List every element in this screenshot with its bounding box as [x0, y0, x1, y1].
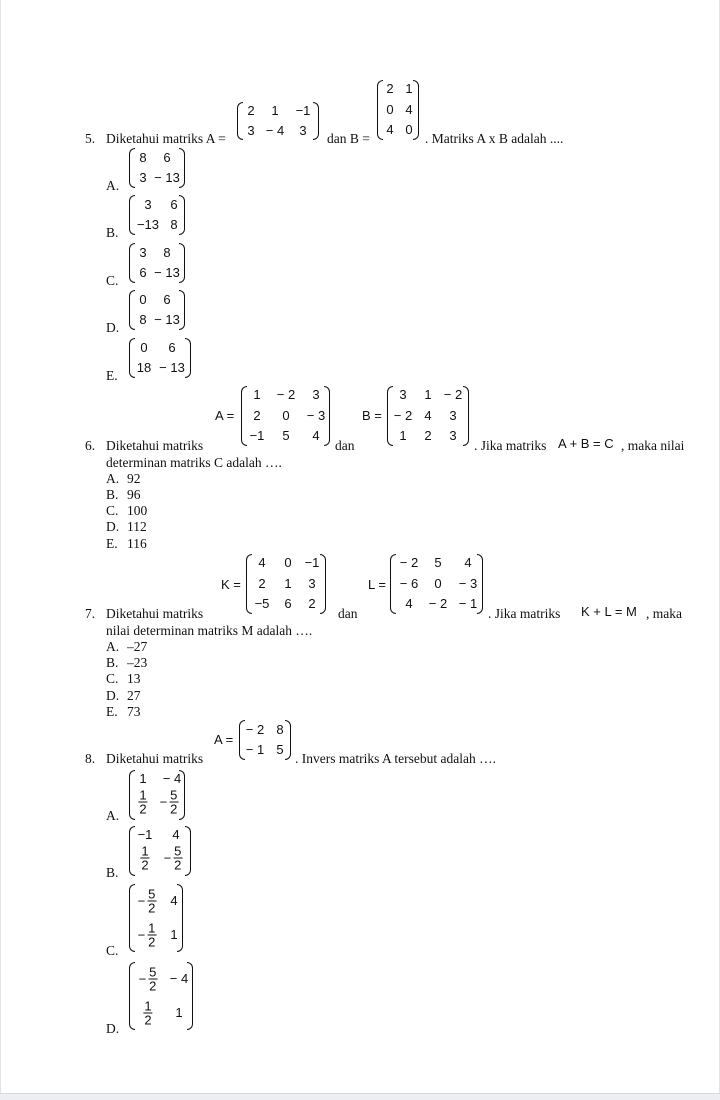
option-letter: D.: [106, 320, 120, 335]
option-value: 13: [127, 671, 141, 686]
option-a-matrix: [129, 148, 185, 188]
matrix-cell: 5: [276, 742, 284, 757]
matrix-label: A =: [215, 408, 235, 423]
option-letter: B.: [106, 865, 119, 880]
question-text: dan: [335, 438, 355, 453]
option-value: 112: [127, 519, 147, 534]
matrix-cell: −1: [137, 827, 153, 842]
option-letter: C.: [106, 273, 119, 288]
matrix-cell: 0: [405, 122, 413, 137]
option-c-matrix: [129, 243, 185, 283]
matrix-cell: 2: [386, 81, 394, 96]
question-text-line2: determinan matriks C adalah ….: [106, 455, 282, 470]
matrix-cell: − 3: [458, 576, 478, 591]
matrix-cell: 0: [284, 555, 292, 570]
matrix-cell: 1: [271, 103, 279, 118]
option-b-matrix: [129, 826, 191, 876]
matrix-cell: 8: [276, 722, 284, 737]
matrix-cell: − 2: [399, 555, 419, 570]
option-value: 100: [127, 503, 148, 518]
matrix-cell: 2: [424, 428, 432, 443]
question-text: Diketahui matriks A =: [106, 131, 226, 146]
option-value: 73: [127, 704, 141, 719]
matrix-cell: 6: [168, 340, 176, 355]
option-letter: A.: [106, 639, 120, 654]
option-letter: C.: [106, 503, 119, 518]
matrix-cell: 4: [424, 408, 432, 423]
option-value: 27: [127, 688, 141, 703]
matrix-cell: 6: [170, 197, 178, 212]
question-text: , maka nilai: [621, 438, 685, 453]
matrix-b: [377, 80, 419, 140]
matrix-cell: 5: [434, 555, 442, 570]
matrix-cell: − 13: [154, 265, 180, 280]
question-text: . Matriks A x B adalah ....: [425, 131, 564, 146]
option-c-matrix: [129, 884, 183, 952]
matrix-cell: 4: [258, 555, 266, 570]
matrix-cell: 3: [449, 408, 457, 423]
option-letter: C.: [106, 943, 119, 958]
matrix-cell: 0: [386, 102, 394, 117]
matrix-cell: −5: [254, 596, 270, 611]
matrix-cell: 3: [139, 170, 147, 185]
matrix-cell-fraction: − $\frac{5}{2}$: [138, 964, 157, 994]
matrix-cell: 1: [170, 927, 178, 942]
matrix-cell: 1: [284, 576, 292, 591]
matrix-cell: 8: [139, 150, 147, 165]
matrix-cell: − 13: [154, 170, 180, 185]
matrix-cell: 4: [405, 596, 413, 611]
matrix-cell-fraction: − $\frac{1}{2}$: [137, 920, 156, 950]
question-text: dan: [338, 606, 358, 621]
matrix-cell-fraction: $\frac{1}{2}$: [139, 787, 147, 817]
option-letter: B.: [106, 655, 119, 670]
option-e-matrix: [129, 338, 191, 378]
matrix-cell-fraction: − $\frac{5}{2}$: [137, 886, 156, 916]
matrix-cell: 4: [170, 893, 178, 908]
matrix-cell: 6: [284, 596, 292, 611]
matrix-cell: 3: [312, 387, 320, 402]
option-letter: A.: [106, 178, 120, 193]
matrix-label: B =: [362, 408, 382, 423]
matrix-cell: 4: [172, 827, 180, 842]
question-text: dan B =: [327, 131, 370, 146]
matrix-cell: 0: [282, 408, 290, 423]
matrix-l: [390, 554, 483, 614]
matrix-cell: 5: [282, 428, 290, 443]
matrix-cell: 6: [163, 150, 171, 165]
question-text: Diketahui matriks: [106, 438, 204, 453]
matrix-cell: 4: [464, 555, 472, 570]
matrix-cell: − 4: [162, 771, 182, 786]
matrix-cell: 3: [299, 123, 307, 138]
matrix-cell: − 13: [154, 312, 180, 327]
option-letter: E.: [106, 704, 118, 719]
question-text: . Jika matriks: [488, 606, 561, 621]
matrix-cell: 1: [253, 387, 261, 402]
option-value: 96: [127, 487, 141, 502]
option-letter: D.: [106, 1021, 120, 1036]
matrix-cell-fraction: $\frac{1}{2}$: [141, 843, 149, 873]
matrix-cell: 8: [170, 217, 178, 232]
question-text: , maka: [646, 606, 682, 621]
matrix-cell: 0: [140, 340, 148, 355]
matrix-cell-fraction: $\frac{1}{2}$: [144, 998, 152, 1028]
matrix-cell: − 13: [159, 360, 185, 375]
matrix-cell: − 1: [245, 742, 265, 757]
option-a-matrix: [129, 770, 185, 820]
matrix-cell: 3: [144, 197, 152, 212]
matrix-cell: 3: [139, 245, 147, 260]
matrix-a: [237, 102, 319, 140]
option-letter: A.: [106, 471, 120, 486]
question-number: 5.: [85, 131, 96, 146]
option-letter: E.: [106, 368, 118, 383]
option-d-matrix: [129, 962, 193, 1030]
matrix-cell: 6: [163, 292, 171, 307]
matrix-cell: 2: [258, 576, 266, 591]
matrix-cell: 1: [424, 387, 432, 402]
matrix-cell: −1: [295, 103, 311, 118]
matrix-cell: 18: [136, 360, 152, 375]
matrix-cell-fraction: − $\frac{5}{2}$: [159, 787, 178, 817]
matrix-cell: 2: [247, 103, 255, 118]
matrix-cell: 4: [386, 122, 394, 137]
matrix-cell: −13: [136, 217, 160, 232]
matrix-b: [387, 386, 469, 446]
question-text-line2: nilai determinan matriks M adalah ….: [106, 623, 313, 638]
matrix-cell: 3: [247, 123, 255, 138]
matrix-cell: − 3: [306, 408, 326, 423]
matrix-k: [246, 554, 326, 614]
matrix-cell: − 6: [399, 576, 419, 591]
matrix-cell: 3: [449, 428, 457, 443]
question-text: . Jika matriks: [474, 438, 547, 453]
matrix-a: [239, 720, 291, 760]
equation: K + L = M: [581, 604, 637, 619]
option-letter: D.: [106, 688, 120, 703]
matrix-cell: − 2: [245, 722, 265, 737]
matrix-cell: 3: [399, 387, 407, 402]
matrix-cell: − 2: [393, 408, 413, 423]
option-letter: B.: [106, 225, 119, 240]
option-value: –23: [127, 655, 148, 670]
question-number: 7.: [85, 606, 96, 621]
matrix-cell: 1: [139, 771, 147, 786]
matrix-cell: 2: [253, 408, 261, 423]
matrix-cell: 6: [139, 265, 147, 280]
matrix-cell-fraction: − $\frac{5}{2}$: [163, 843, 182, 873]
matrix-label: A =: [214, 732, 234, 747]
matrix-label: K =: [221, 577, 241, 592]
question-text: Diketahui matriks: [106, 606, 204, 621]
matrix-cell: 8: [139, 312, 147, 327]
matrix-cell: − 2: [276, 387, 296, 402]
matrix-cell: 8: [163, 245, 171, 260]
matrix-cell: − 4: [265, 123, 285, 138]
option-value: –27: [127, 639, 148, 654]
matrix-label: L =: [368, 577, 386, 592]
option-letter: A.: [106, 808, 120, 823]
matrix-cell: 4: [312, 428, 320, 443]
option-letter: B.: [106, 487, 119, 502]
matrix-cell: 0: [434, 576, 442, 591]
equation: A + B = C: [558, 436, 614, 451]
question-number: 6.: [85, 438, 96, 453]
matrix-cell: 1: [405, 81, 413, 96]
option-letter: E.: [106, 536, 118, 551]
matrix-cell: 4: [405, 102, 413, 117]
matrix-cell: − 2: [443, 387, 463, 402]
option-value: 92: [127, 471, 141, 486]
option-value: 116: [127, 536, 147, 551]
matrix-cell: −1: [249, 428, 265, 443]
option-letter: D.: [106, 519, 120, 534]
matrix-cell: −1: [304, 555, 320, 570]
matrix-cell: − 2: [428, 596, 448, 611]
matrix-cell: − 1: [458, 596, 478, 611]
matrix-cell: 1: [175, 1005, 183, 1020]
question-text: . Invers matriks A tersebut adalah ….: [295, 751, 496, 766]
matrix-cell: 3: [308, 576, 316, 591]
matrix-cell: 2: [308, 596, 316, 611]
option-d-matrix: [129, 290, 185, 330]
option-b-matrix: [129, 195, 185, 235]
matrix-a: [241, 386, 330, 446]
matrix-cell: 1: [399, 428, 407, 443]
question-text: Diketahui matriks: [106, 751, 204, 766]
question-number: 8.: [85, 751, 96, 766]
matrix-cell: − 4: [169, 971, 189, 986]
option-letter: C.: [106, 671, 119, 686]
matrix-cell: 0: [139, 292, 147, 307]
